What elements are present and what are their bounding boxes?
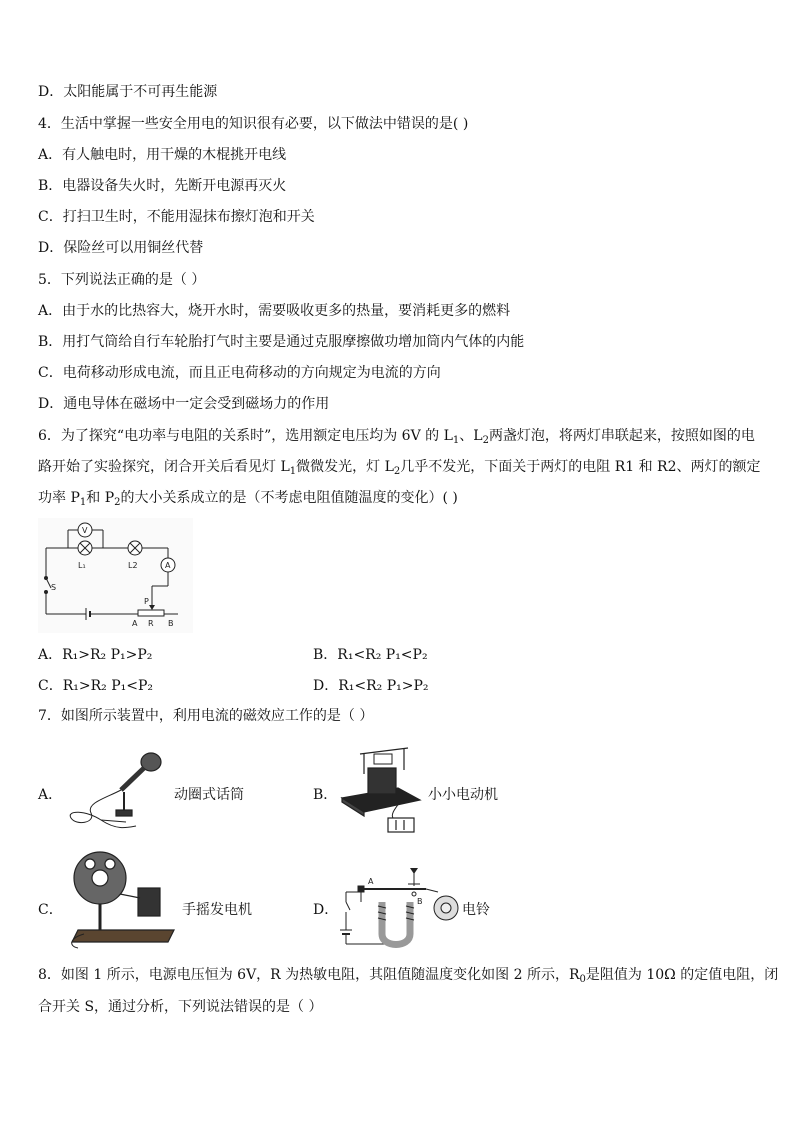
q6-stem-line1: 6．为了探究“电功率与电阻的关系时”，选用额定电压均为 6V 的 $L_1$、$L_2$两盏灯泡，将两灯串联起来，按照如图的电 — [38, 428, 755, 446]
q3-option-d: D．太阳能属于不可再生能源 — [38, 84, 218, 100]
q7-caption-d: 电铃 — [462, 902, 490, 918]
q7-caption-c: 手摇发电机 — [182, 902, 252, 918]
rheostat-r-label: R — [148, 619, 154, 628]
q5-option-c: C．电荷移动形成电流，而且正电荷移动的方向规定为电流的方向 — [38, 365, 441, 381]
q5-option-a: A．由于水的比热容大，烧开水时，需要吸收更多的热量，要消耗更多的燃料 — [38, 303, 511, 319]
slider-p-label: P — [144, 597, 149, 606]
q7-option-b-label: B． — [313, 787, 338, 803]
q6-option-d: D．R₁<R₂ P₁>P₂ — [313, 678, 429, 694]
q5-stem: 5．下列说法正确的是（ ） — [38, 272, 206, 288]
q7-caption-b: 小小电动机 — [428, 787, 498, 803]
lamp-l1-label: L₁ — [78, 561, 86, 570]
q6-option-b: B．R₁<R₂ P₁<P₂ — [313, 647, 428, 663]
q4-stem: 4．生活中掌握一些安全用电的知识很有必要，以下做法中错误的是( ) — [38, 116, 469, 132]
q8-stem-line2: 合开关 S，通过分析，下列说法错误的是（ ） — [38, 999, 323, 1015]
q6-circuit-diagram — [38, 518, 193, 633]
q5-option-b: B．用打气筒给自行车轮胎打气时主要是通过克服摩擦做功增加筒内气体的内能 — [38, 334, 525, 350]
q8-stem-line1: 8．如图 1 所示，电源电压恒为 6V，R 为热敏电阻，其阻值随温度变化如图 2 所示，$R_0$是阻值为 10Ω 的定值电阻，闭 — [38, 967, 779, 985]
switch-label: S — [51, 583, 57, 592]
q4-option-d: D．保险丝可以用铜丝代替 — [38, 240, 204, 256]
microphone-image — [66, 748, 166, 838]
lamp-l2-label: L2 — [128, 561, 138, 570]
q5-option-d: D．通电导体在磁场中一定会受到磁场力的作用 — [38, 396, 330, 412]
electric-bell-diagram — [338, 862, 462, 954]
q7-stem: 7．如图所示装置中，利用电流的磁效应工作的是（ ） — [38, 708, 374, 724]
q7-caption-a: 动圈式话筒 — [174, 787, 244, 803]
q7-option-c-label: C． — [38, 902, 63, 918]
bell-contact-b-label: B — [417, 897, 423, 906]
hand-generator-image — [64, 838, 180, 950]
q6-option-a: A．R₁>R₂ P₁>P₂ — [38, 647, 153, 663]
small-motor-image — [338, 740, 430, 840]
q6-option-c: C．R₁>R₂ P₁<P₂ — [38, 678, 153, 694]
q4-option-a: A．有人触电时，用干燥的木棍挑开电线 — [38, 147, 287, 163]
terminal-a-label: A — [132, 619, 138, 628]
voltmeter-label: V — [82, 526, 88, 535]
q4-option-b: B．电器设备失火时，先断开电源再灭火 — [38, 178, 287, 194]
bell-contact-a-label: A — [368, 877, 374, 886]
q6-stem-line3: 功率 $P_1$和 $P_2$的大小关系成立的是（不考虑电阻值随温度的变化）( ) — [38, 490, 458, 508]
q7-option-a-label: A． — [38, 787, 63, 803]
ammeter-label: A — [165, 561, 171, 570]
q6-stem-line2: 路开始了实验探究，闭合开关后看见灯 $L_1$微微发光，灯 $L_2$几乎不发光，下面关于两灯的电阻 R1 和 R2、两灯的额定 — [38, 459, 761, 477]
q7-option-d-label: D． — [313, 902, 339, 918]
terminal-b-label: B — [168, 619, 174, 628]
q4-option-c: C．打扫卫生时，不能用湿抹布擦灯泡和开关 — [38, 209, 315, 225]
